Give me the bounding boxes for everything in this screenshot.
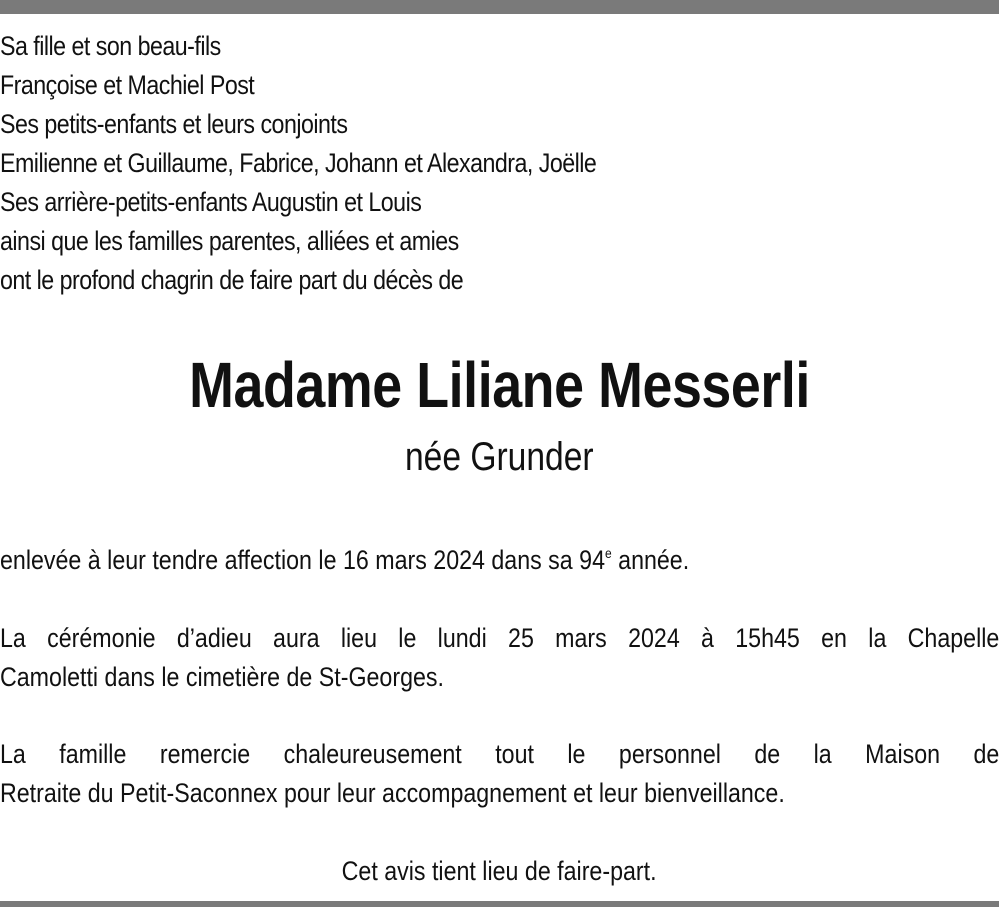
death-notice — [0, 541, 999, 580]
intro-line: Ses petits-enfants et leurs conjoints — [0, 109, 348, 139]
ceremony-line-2: Camoletti dans le cimetière de St-Georges. — [0, 662, 444, 692]
intro-line: Sa fille et son beau-fils — [0, 31, 221, 61]
thanks-line-2: Retraite du Petit-Saconnex pour leur accompagnement et leur bienveillance. — [0, 778, 785, 808]
intro-line: Emilienne et Guillaume, Fabrice, Johann et Alexandra, Joëlle — [0, 148, 597, 178]
deceased-name — [0, 346, 999, 424]
maiden-name — [0, 432, 999, 482]
closing-note — [0, 852, 999, 891]
intro-line: Ses arrière-petits-enfants Augustin et Louis — [0, 187, 422, 217]
top-rule — [0, 0, 999, 14]
thanks-line-1: La famille remercie chaleureusement tout le personnel de la Maison de — [0, 739, 999, 769]
family-list — [0, 27, 999, 300]
ordinal-suffix: e — [604, 545, 612, 561]
ceremony-paragraph — [0, 619, 999, 697]
death-notice-end: année. — [611, 545, 690, 575]
maiden-name-text: née Grunder — [405, 435, 594, 479]
death-notice-text: enlevée à leur tendre affection le 16 mars 2024 dans sa 94 — [0, 545, 605, 575]
bottom-rule — [0, 901, 999, 907]
deceased-name-text: Madame Liliane Messerli — [189, 349, 810, 421]
closing-note-text: Cet avis tient lieu de faire-part. — [342, 856, 657, 886]
death-notice-line — [0, 541, 689, 580]
intro-line: ont le profond chagrin de faire part du décès de — [0, 265, 464, 295]
intro-line: ainsi que les familles parentes, alliées et amies — [0, 226, 459, 256]
intro-line: Françoise et Machiel Post — [0, 70, 255, 100]
thanks-paragraph — [0, 735, 999, 813]
ceremony-line-1: La cérémonie d’adieu aura lieu le lundi 25 mars 2024 à 15h45 en la Chapelle — [0, 623, 999, 653]
